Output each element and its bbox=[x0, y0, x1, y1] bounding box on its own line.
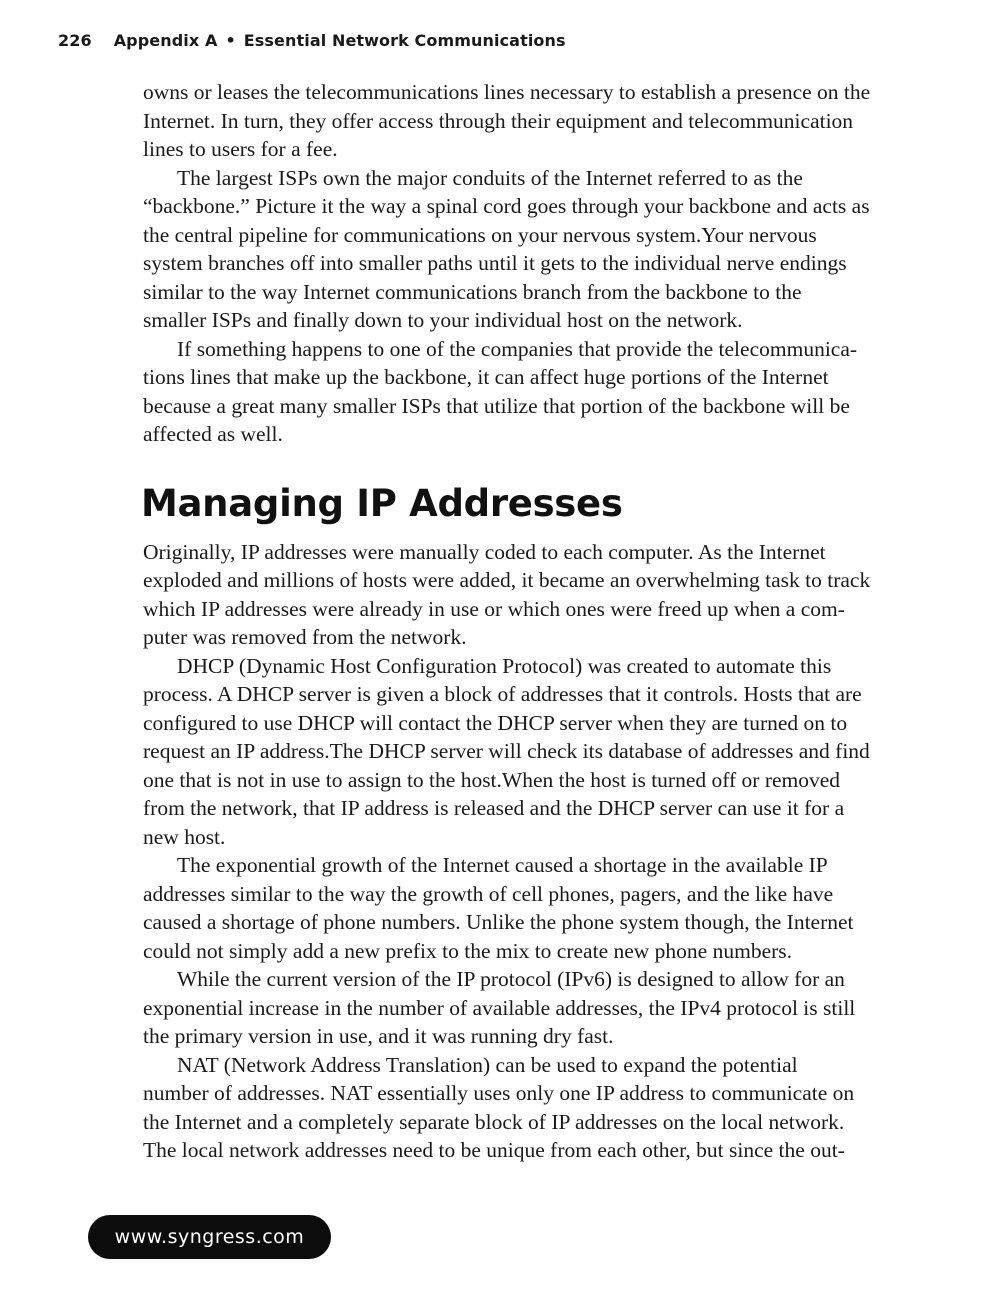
text-line: DHCP (Dynamic Host Configuration Protocol) was created to automate this bbox=[177, 653, 832, 678]
text-line: lines to users for a fee. bbox=[143, 137, 338, 161]
text-line: request an IP address.The DHCP server will check its database of addresses and find bbox=[143, 739, 870, 763]
paragraph bbox=[143, 965, 923, 1051]
text-line: could not simply add a new prefix to the mix to create new phone numbers. bbox=[143, 938, 793, 963]
text-line: “backbone.” Picture it the way a spinal cord goes through your backbone and acts as bbox=[143, 194, 870, 218]
text-line: Internet. In turn, they offer access through their equipment and telecommunication bbox=[143, 108, 854, 133]
text-line: NAT (Network Address Translation) can be used to expand the potential bbox=[177, 1052, 798, 1077]
page-number: 226 bbox=[58, 31, 92, 50]
text-line: configured to use DHCP will contact the DHCP server when they are turned on to bbox=[143, 710, 848, 735]
paragraph bbox=[143, 851, 923, 965]
text-line: owns or leases the telecommunications lines necessary to establish a presence on the bbox=[143, 80, 871, 104]
text-line: similar to the way Internet communications branch from the backbone to the bbox=[143, 279, 802, 304]
paragraph bbox=[143, 164, 923, 335]
text-line: Originally, IP addresses were manually coded to each computer. As the Internet bbox=[143, 539, 826, 564]
text-line: The local network addresses need to be unique from each other, but since the out- bbox=[143, 1138, 845, 1162]
text-line: exploded and millions of hosts were added, it became an overwhelming task to track bbox=[143, 568, 871, 592]
paragraph bbox=[143, 652, 923, 852]
chapter-label: Appendix A bbox=[113, 31, 218, 50]
paragraph bbox=[143, 538, 923, 652]
text-line: exponential increase in the number of available addresses, the IPv4 protocol is still bbox=[143, 995, 856, 1020]
text-line: the Internet and a completely separate block of IP addresses on the local network. bbox=[143, 1109, 845, 1134]
text-line: The largest ISPs own the major conduits of the Internet referred to as the bbox=[177, 165, 803, 190]
paragraph bbox=[143, 78, 923, 164]
text-line: tions lines that make up the backbone, it can affect huge portions of the Internet bbox=[143, 365, 829, 389]
text-line: because a great many smaller ISPs that utilize that portion of the backbone will be bbox=[143, 393, 850, 418]
section-heading: Managing IP Addresses bbox=[141, 481, 623, 525]
text-line: number of addresses. NAT essentially uses only one IP address to communicate on bbox=[143, 1081, 855, 1105]
chapter-title: Essential Network Communications bbox=[243, 31, 566, 50]
text-line: from the network, that IP address is released and the DHCP server can use it for a bbox=[143, 796, 845, 820]
paragraph bbox=[143, 335, 923, 449]
text-line: puter was removed from the network. bbox=[143, 625, 467, 649]
text-line: the primary version in use, and it was running dry fast. bbox=[143, 1024, 614, 1048]
text-line: While the current version of the IP protocol (IPv6) is designed to allow for an bbox=[177, 967, 845, 991]
text-line: caused a shortage of phone numbers. Unlike the phone system though, the Internet bbox=[143, 910, 854, 934]
text-line: system branches off into smaller paths until it gets to the individual nerve endings bbox=[143, 251, 847, 275]
text-line: new host. bbox=[143, 824, 226, 849]
text-line: The exponential growth of the Internet caused a shortage in the available IP bbox=[177, 853, 828, 877]
text-line: one that is not in use to assign to the host.When the host is turned off or removed bbox=[143, 767, 841, 792]
text-line: the central pipeline for communications on your nervous system.Your nervous bbox=[143, 222, 817, 247]
intro-paragraphs bbox=[143, 78, 923, 449]
paragraph bbox=[143, 1051, 923, 1165]
text-line: smaller ISPs and finally down to your individual host on the network. bbox=[143, 308, 743, 332]
publisher-url-badge[interactable]: www.syngress.com bbox=[88, 1215, 331, 1259]
running-header bbox=[58, 31, 566, 50]
page-body bbox=[143, 78, 923, 1165]
text-line: process. A DHCP server is given a block of addresses that it controls. Hosts that are bbox=[143, 682, 862, 706]
text-line: addresses similar to the way the growth of cell phones, pagers, and the like have bbox=[143, 881, 834, 906]
header-separator: • bbox=[225, 31, 236, 50]
text-line: which IP addresses were already in use or which ones were freed up when a com- bbox=[143, 596, 845, 621]
text-line: If something happens to one of the companies that provide the telecommunica- bbox=[177, 336, 858, 361]
text-line: affected as well. bbox=[143, 422, 283, 446]
section-paragraphs bbox=[143, 538, 923, 1165]
